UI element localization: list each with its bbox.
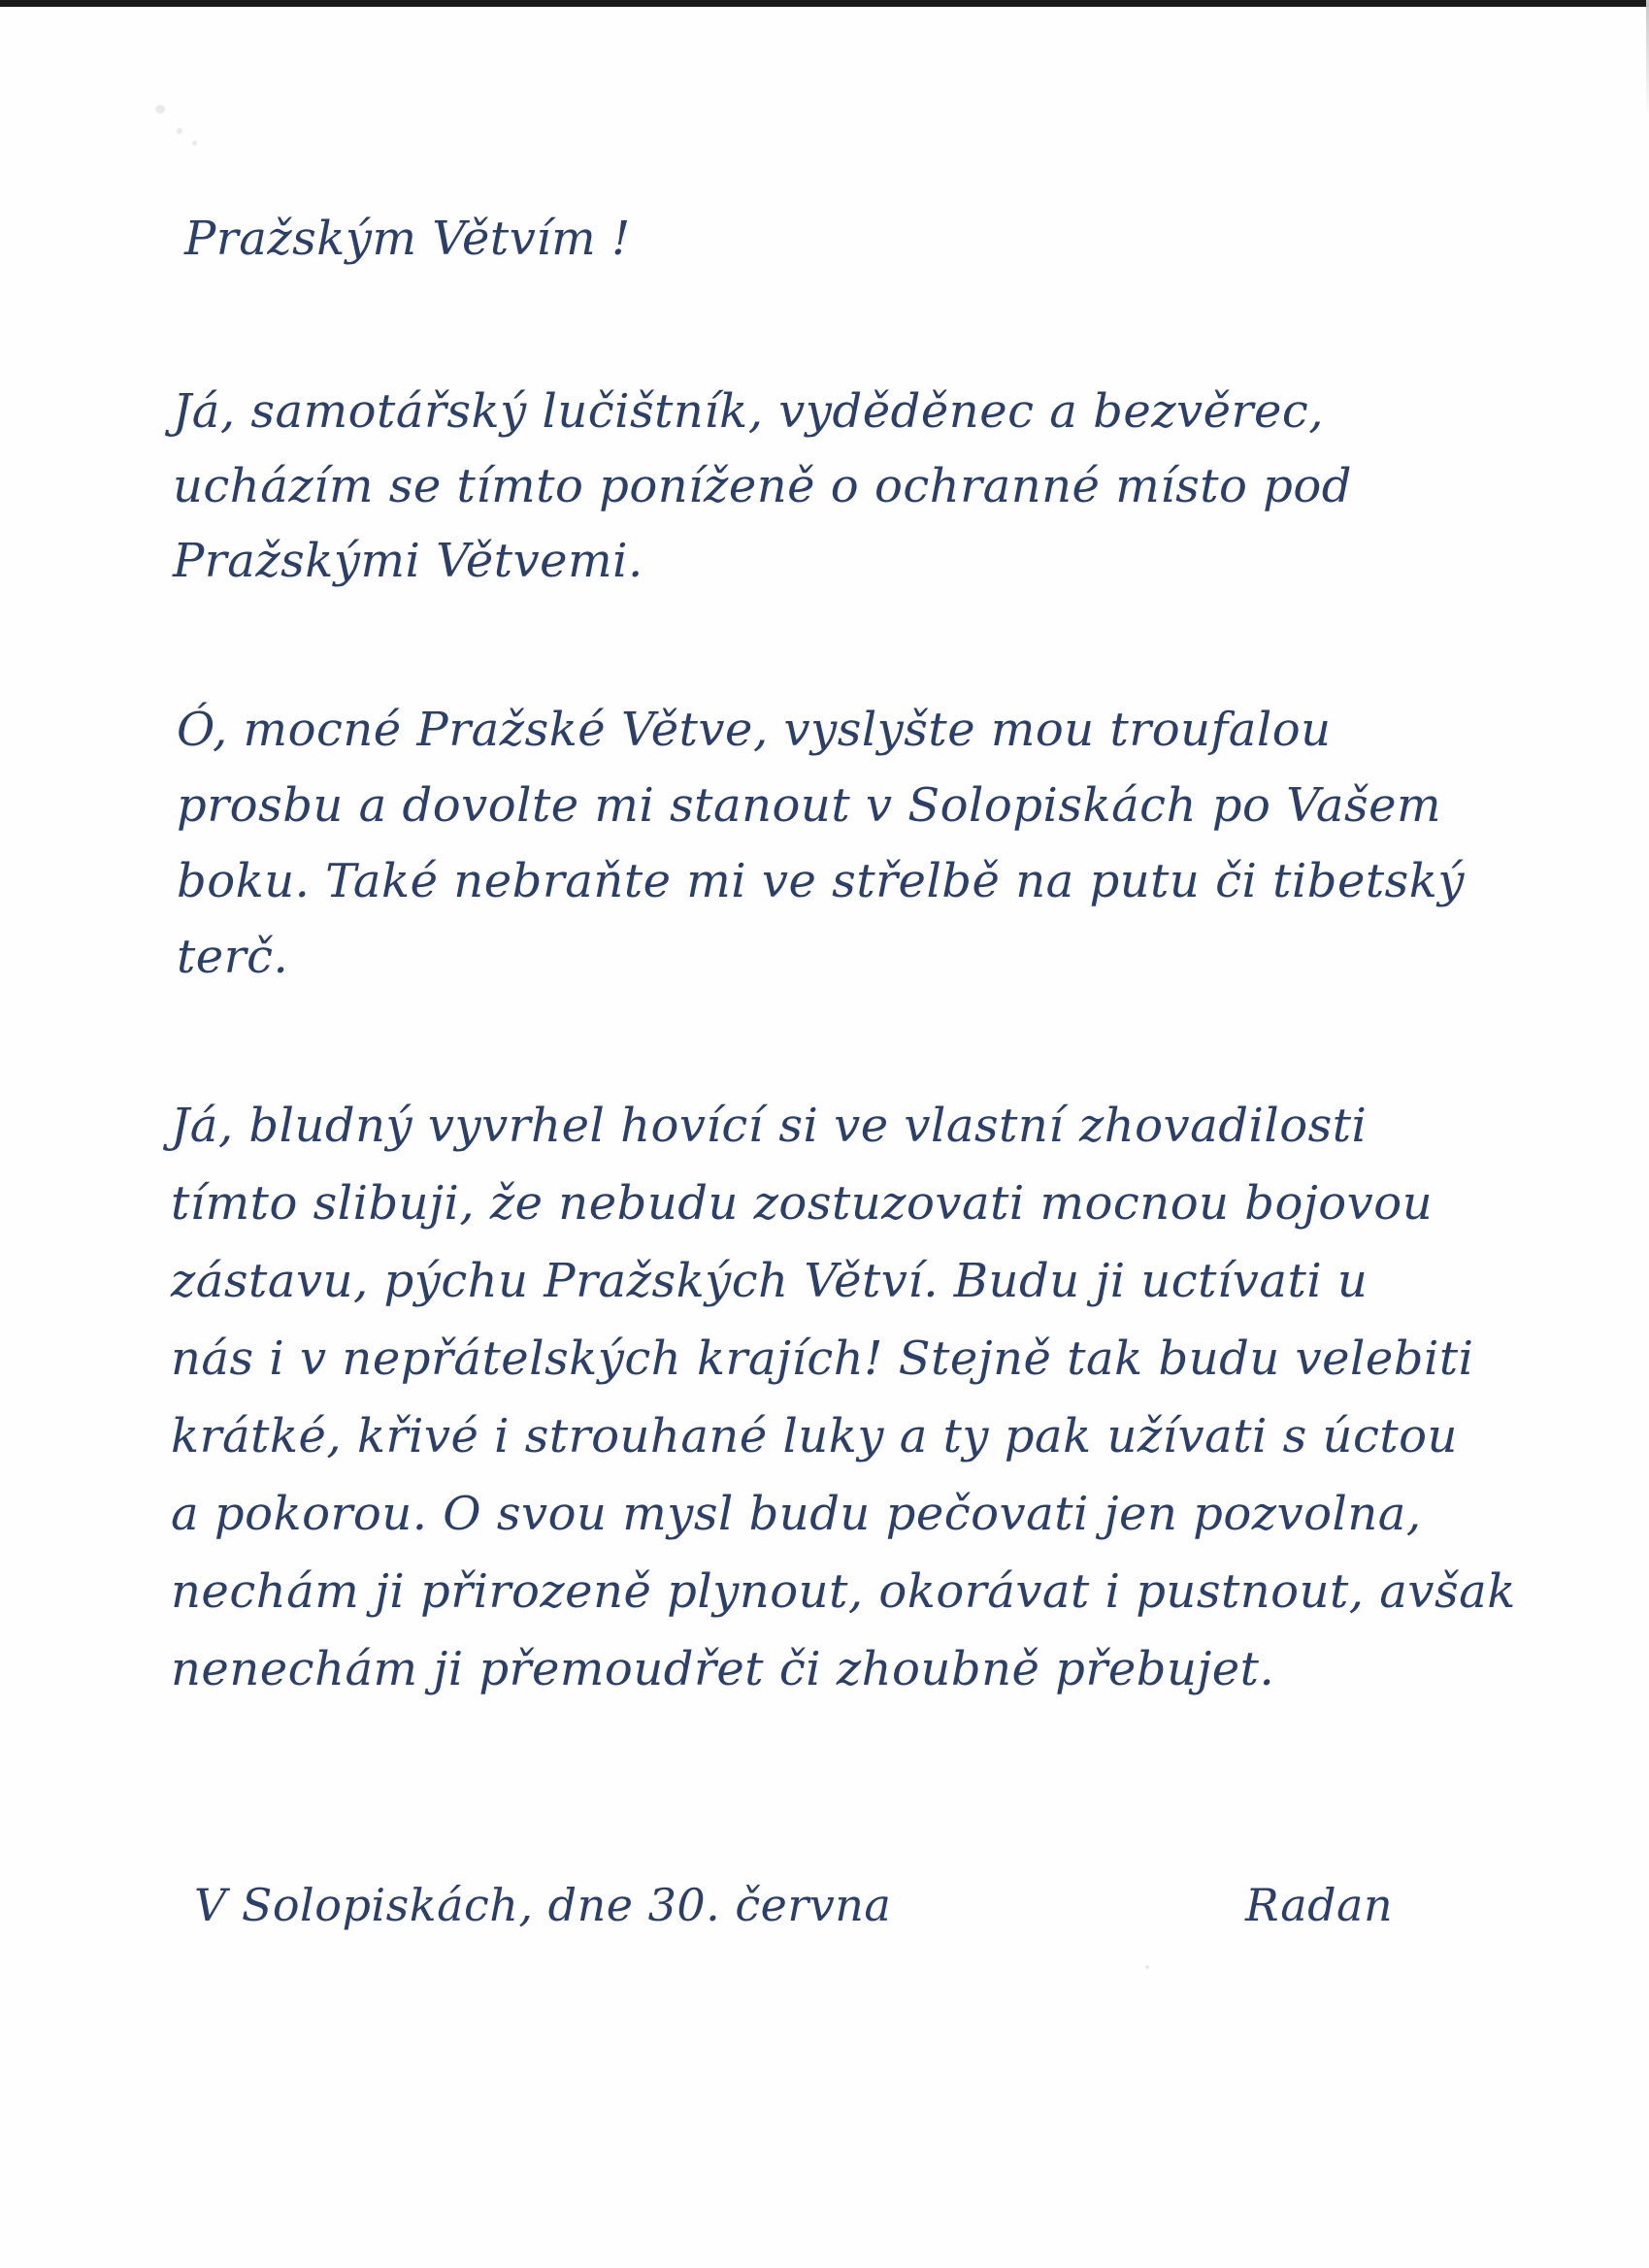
paragraph-3-line-8: nenechám ji přemoudřet či zhoubně přebujet. — [171, 1642, 1275, 1696]
paragraph-3-line-5: krátké, křivé i strouhané luky a ty pak užívati s úctou — [171, 1409, 1458, 1463]
paragraph-3-line-7: nechám ji přirozeně plynout, okorávat i pustnout, avšak — [171, 1564, 1516, 1619]
signature: Radan — [1245, 1879, 1394, 1931]
paragraph-3-line-3: zástavu, pýchu Pražských Větví. Budu ji uctívati u — [171, 1254, 1369, 1308]
paragraph-3-line-2: tímto slibuji, že nebudu zostuzovati mocnou bojovou — [171, 1176, 1434, 1231]
letter-salutation: Pražským Větvím ! — [184, 212, 631, 266]
paragraph-1-line-1: Já, samotářský lučištník, vyděděnec a bezvěrec, — [173, 384, 1325, 439]
paragraph-2-line-2: prosbu a dovolte mi stanout v Solopiskách po Vašem — [177, 778, 1442, 833]
paragraph-2-line-4: terč. — [177, 930, 289, 984]
paragraph-1-line-2: ucházím se tímto poníženě o ochranné místo pod — [173, 459, 1353, 513]
paragraph-1-line-3: Pražskými Větvemi. — [173, 534, 643, 588]
paragraph-3-line-6: a pokorou. O svou mysl budu pečovati jen pozvolna, — [171, 1487, 1422, 1541]
paragraph-3-line-1: Já, bludný vyvrhel hovící si ve vlastní zhovadilosti — [171, 1099, 1368, 1153]
place-and-date: V Solopiskách, dne 30. června — [194, 1879, 892, 1931]
paragraph-2-line-3: boku. Také nebraňte mi ve střelbě na putu či tibetský — [177, 854, 1465, 908]
paragraph-2-line-1: Ó, mocné Pražské Větve, vyslyšte mou troufalou — [177, 703, 1332, 757]
paragraph-3-line-4: nás i v nepřátelských krajích! Stejně tak budu velebiti — [171, 1331, 1474, 1386]
